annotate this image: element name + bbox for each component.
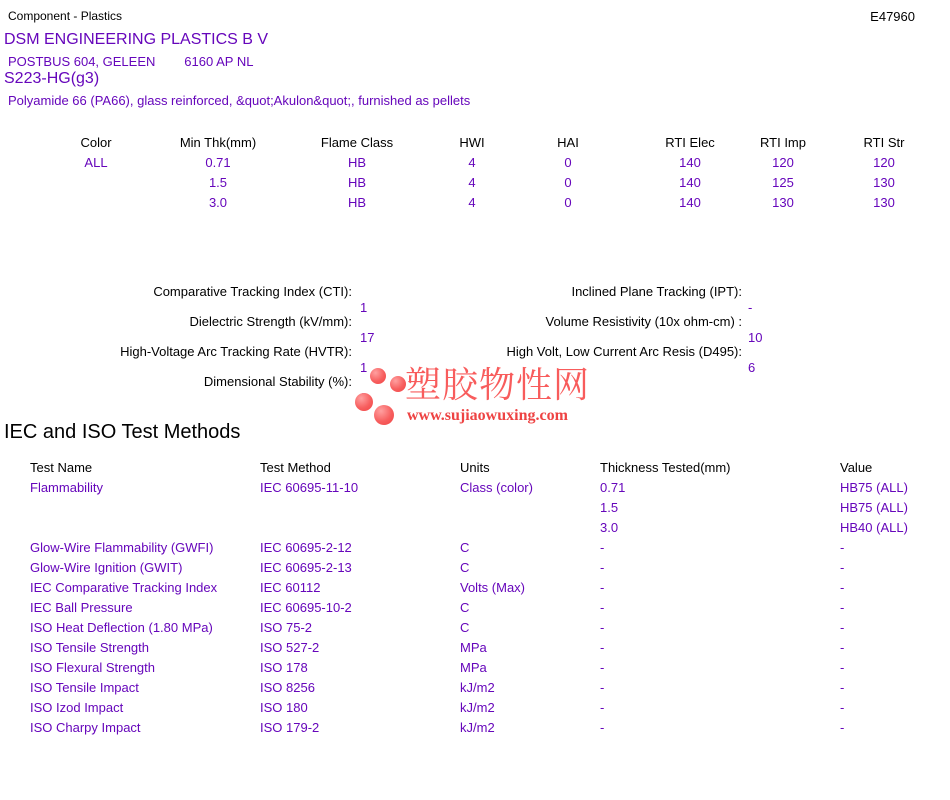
methods-cell [460, 498, 600, 518]
methods-cell: IEC 60695-11-10 [260, 480, 359, 495]
methods-cell: ISO 179-2 [260, 720, 320, 735]
ratings-cell [35, 173, 157, 193]
methods-cell: - [840, 600, 845, 615]
logo-chinese-text: 塑胶物性网 [405, 364, 591, 405]
methods-cell: kJ/m2 [460, 680, 495, 695]
methods-cell: IEC 60695-2-12 [260, 540, 352, 555]
logo-dot-icon [390, 376, 406, 392]
ratings-row [35, 193, 950, 213]
methods-cell: ISO 527-2 [260, 640, 320, 655]
ratings-table-body [35, 153, 950, 213]
property-label: Dimensional Stability (%): [203, 374, 352, 389]
ratings-cell: 0 [564, 175, 572, 190]
methods-row [30, 658, 950, 678]
methods-cell: HB75 (ALL) [840, 500, 908, 515]
methods-row [30, 678, 950, 698]
methods-row [30, 538, 950, 558]
methods-cell: - [840, 700, 845, 715]
property-value: 6 [748, 360, 756, 375]
methods-cell-header: Units [460, 460, 490, 475]
property-label: Inclined Plane Tracking (IPT): [571, 284, 742, 299]
ratings-cell: 1.5 [208, 175, 228, 190]
ratings-cell: 130 [772, 195, 794, 210]
ratings-cell: 0 [564, 195, 572, 210]
methods-cell-header: Test Method [260, 460, 331, 475]
ratings-cell: 140 [679, 175, 701, 190]
methods-cell: - [840, 560, 845, 575]
methods-cell: kJ/m2 [460, 700, 495, 715]
methods-cell: - [600, 640, 605, 655]
methods-cell: 3.0 [600, 520, 619, 535]
methods-cell: ISO 178 [260, 660, 308, 675]
methods-cell: - [600, 700, 605, 715]
methods-cell-header: Test Name [30, 460, 93, 475]
methods-cell-header: Thickness Tested(mm) [600, 460, 731, 475]
methods-cell [460, 518, 600, 538]
methods-cell: C [460, 600, 470, 615]
ratings-cell: 120 [873, 155, 895, 170]
ratings-cell-header: Flame Class [320, 135, 394, 150]
ratings-cell-header: RTI Elec [665, 135, 715, 150]
ratings-cell: 140 [679, 195, 701, 210]
ratings-cell: 3.0 [208, 195, 228, 210]
property-label: Dielectric Strength (kV/mm): [189, 314, 352, 329]
property-value: 1 [360, 360, 368, 375]
property-label: Comparative Tracking Index (CTI): [153, 284, 352, 299]
ratings-cell: 4 [468, 195, 476, 210]
ratings-cell: ALL [84, 155, 108, 170]
logo-dot-icon [374, 405, 394, 425]
methods-cell: C [460, 620, 470, 635]
ratings-cell: 130 [873, 175, 895, 190]
ratings-table [35, 133, 950, 213]
methods-row [30, 478, 950, 498]
methods-cell: - [600, 560, 605, 575]
methods-cell [260, 518, 460, 538]
logo-url-text: www.sujiaowuxing.com [407, 407, 568, 424]
property-value: - [748, 300, 753, 315]
ratings-cell: 130 [873, 195, 895, 210]
methods-row [30, 558, 950, 578]
test-methods-body [30, 478, 950, 738]
methods-cell: - [840, 620, 845, 635]
property-label: High-Voltage Arc Tracking Rate (HVTR): [120, 344, 352, 359]
methods-cell: Glow-Wire Ignition (GWIT) [30, 560, 183, 575]
ratings-cell: 120 [772, 155, 794, 170]
methods-cell: - [600, 540, 605, 555]
category-label: Component - Plastics [8, 9, 123, 23]
ratings-cell-header: HWI [459, 135, 485, 150]
methods-cell: - [600, 580, 605, 595]
methods-cell: Volts (Max) [460, 580, 526, 595]
ratings-cell: 140 [679, 155, 701, 170]
methods-cell: 0.71 [600, 480, 626, 495]
methods-cell: kJ/m2 [460, 720, 495, 735]
methods-cell: - [600, 720, 605, 735]
methods-cell: - [840, 540, 845, 555]
ratings-table-header [35, 133, 950, 153]
ratings-cell: 125 [772, 175, 794, 190]
test-methods-header [30, 458, 950, 478]
company-name: DSM ENGINEERING PLASTICS B V [4, 31, 269, 48]
methods-row [30, 598, 950, 618]
methods-cell: - [840, 580, 845, 595]
methods-cell: MPa [460, 660, 487, 675]
ratings-cell-header: Min Thk(mm) [179, 135, 257, 150]
methods-cell: ISO Flexural Strength [30, 660, 155, 675]
methods-cell: ISO 8256 [260, 680, 315, 695]
ratings-cell: 4 [468, 155, 476, 170]
methods-cell: HB75 (ALL) [840, 480, 908, 495]
ratings-cell: 4 [468, 175, 476, 190]
ratings-cell: HB [347, 155, 367, 170]
methods-cell: - [840, 660, 845, 675]
methods-cell: HB40 (ALL) [840, 520, 908, 535]
methods-row [30, 518, 950, 538]
methods-cell: - [600, 600, 605, 615]
file-number: E47960 [870, 9, 915, 24]
methods-row [30, 638, 950, 658]
methods-cell: - [840, 680, 845, 695]
ratings-cell-header: Color [80, 135, 112, 150]
material-description: Polyamide 66 (PA66), glass reinforced, &quot;Akulon&quot;, furnished as pellets [8, 93, 471, 108]
methods-cell: ISO Tensile Strength [30, 640, 149, 655]
methods-row [30, 498, 950, 518]
methods-cell: - [600, 620, 605, 635]
logo-dot-icon [370, 368, 386, 384]
methods-cell: ISO 180 [260, 700, 308, 715]
methods-cell: - [840, 640, 845, 655]
property-value: 10 [748, 330, 763, 345]
ratings-row [35, 173, 950, 193]
methods-cell: ISO Izod Impact [30, 700, 124, 715]
methods-cell: C [460, 540, 470, 555]
logo-dot-icon [355, 393, 373, 411]
watermark-logo [355, 363, 615, 429]
ratings-row [35, 153, 950, 173]
test-methods-table [30, 458, 950, 738]
methods-cell: ISO Heat Deflection (1.80 MPa) [30, 620, 213, 635]
methods-cell: IEC Comparative Tracking Index [30, 580, 218, 595]
methods-cell: Class (color) [460, 480, 533, 495]
methods-cell [30, 518, 260, 538]
methods-cell-header: Value [840, 460, 873, 475]
methods-row [30, 718, 950, 738]
ratings-cell [35, 193, 157, 213]
ratings-cell: 0 [564, 155, 572, 170]
methods-cell: - [840, 720, 845, 735]
property-value: 1 [360, 300, 368, 315]
ratings-cell-header: RTI Str [863, 135, 905, 150]
methods-cell [30, 498, 260, 518]
methods-cell: ISO Charpy Impact [30, 720, 141, 735]
methods-cell: Glow-Wire Flammability (GWFI) [30, 540, 214, 555]
methods-row [30, 618, 950, 638]
company-address: POSTBUS 604, GELEEN 6160 AP NL [8, 54, 254, 69]
ratings-cell: HB [347, 195, 367, 210]
methods-cell: - [600, 660, 605, 675]
methods-cell: Flammability [30, 480, 103, 495]
section-heading-test-methods: IEC and ISO Test Methods [4, 421, 241, 443]
methods-cell: IEC Ball Pressure [30, 600, 133, 615]
methods-cell: ISO 75-2 [260, 620, 313, 635]
property-value: 17 [360, 330, 375, 345]
methods-cell: MPa [460, 640, 487, 655]
ratings-cell: 0.71 [205, 155, 231, 170]
ratings-cell-header: HAI [557, 135, 579, 150]
ratings-cell-header: RTI Imp [760, 135, 806, 150]
property-label: High Volt, Low Current Arc Resis (D495): [506, 344, 742, 359]
ratings-cell: HB [347, 175, 367, 190]
methods-cell: IEC 60695-2-13 [260, 560, 352, 575]
methods-cell: 1.5 [600, 500, 619, 515]
property-label: Volume Resistivity (10x ohm-cm) : [545, 314, 742, 329]
methods-cell [260, 498, 460, 518]
methods-cell: ISO Tensile Impact [30, 680, 139, 695]
methods-cell: - [600, 680, 605, 695]
methods-row [30, 578, 950, 598]
methods-cell: IEC 60695-10-2 [260, 600, 352, 615]
methods-row [30, 698, 950, 718]
methods-cell: C [460, 560, 470, 575]
material-grade: S223-HG(g3) [4, 70, 100, 87]
methods-cell: IEC 60112 [260, 580, 321, 595]
